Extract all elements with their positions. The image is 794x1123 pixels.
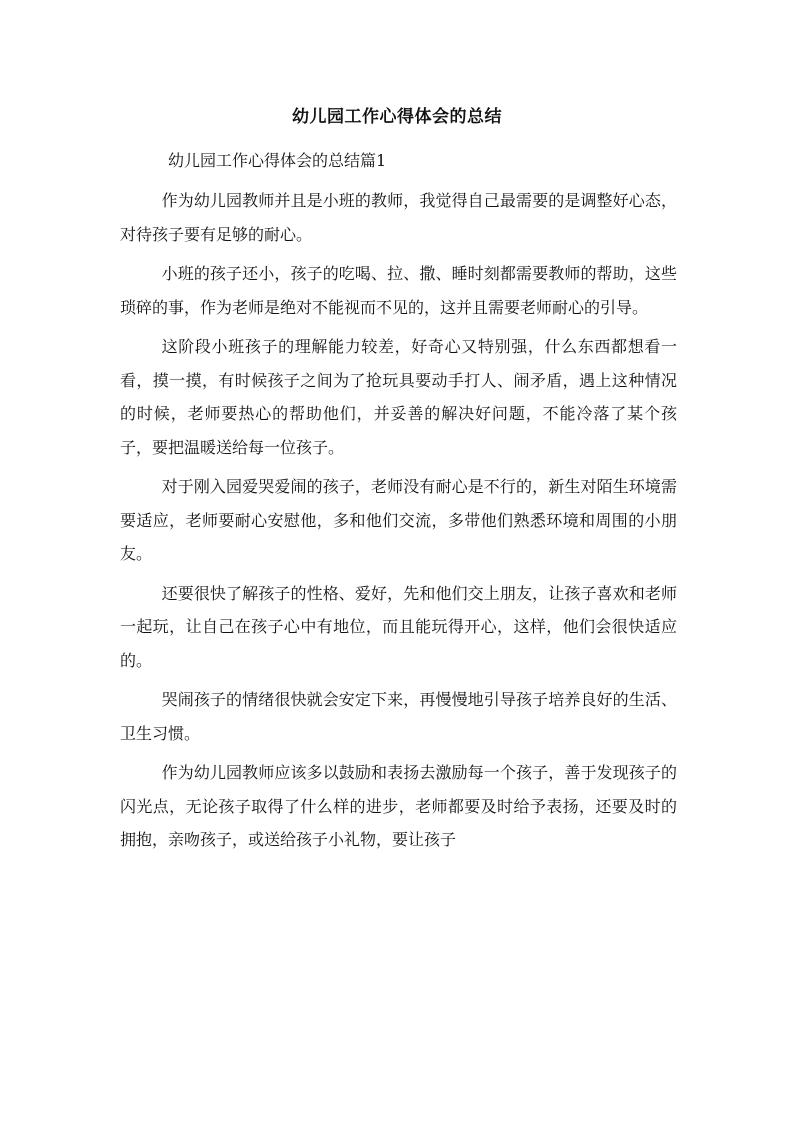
paragraph: 对于刚入园爱哭爱闹的孩子，老师没有耐心是不行的，新生对陌生环境需要适应，老师要耐心安慰他，多和他们交流，多带他们熟悉环境和周围的小朋友。 — [120, 477, 677, 563]
section-heading: 幼儿园工作心得体会的总结篇1 — [168, 151, 387, 170]
paragraph: 还要很快了解孩子的性格、爱好，先和他们交上朋友，让孩子喜欢和老师一起玩，让自己在孩子心中有地位，而且能玩得开心，这样，他们会很快适应的。 — [120, 583, 677, 670]
paragraph: 小班的孩子还小，孩子的吃喝、拉、撒、睡时刻都需要教师的帮助，这些琐碎的事，作为老师是绝对不能视而不见的，这并且需要老师耐心的引导。 — [120, 264, 677, 317]
paragraph: 作为幼儿园教师并且是小班的教师，我觉得自己最需要的是调整好心态，对待孩子要有足够的耐心。 — [120, 191, 677, 244]
paragraph: 这阶段小班孩子的理解能力较差，好奇心又特别强，什么东西都想看一看，摸一摸，有时候孩子之间为了抢玩具要动手打人、闹矛盾，遇上这种情况的时候，老师要热心的帮助他们，并妥善的解决好问题，不能冷落了某个孩子，要把温暖送给每一位孩子。 — [120, 337, 677, 457]
paragraph: 哭闹孩子的情绪很快就会安定下来，再慢慢地引导孩子培养良好的生活、卫生习惯。 — [120, 690, 677, 743]
paragraph: 作为幼儿园教师应该多以鼓励和表扬去激励每一个孩子，善于发现孩子的闪光点，无论孩子取得了什么样的进步，老师都要及时给予表扬，还要及时的拥抱，亲吻孩子，或送给孩子小礼物，要让孩子 — [120, 763, 677, 849]
document-title: 幼儿园工作心得体会的总结 — [292, 107, 502, 127]
document-body — [120, 184, 677, 863]
